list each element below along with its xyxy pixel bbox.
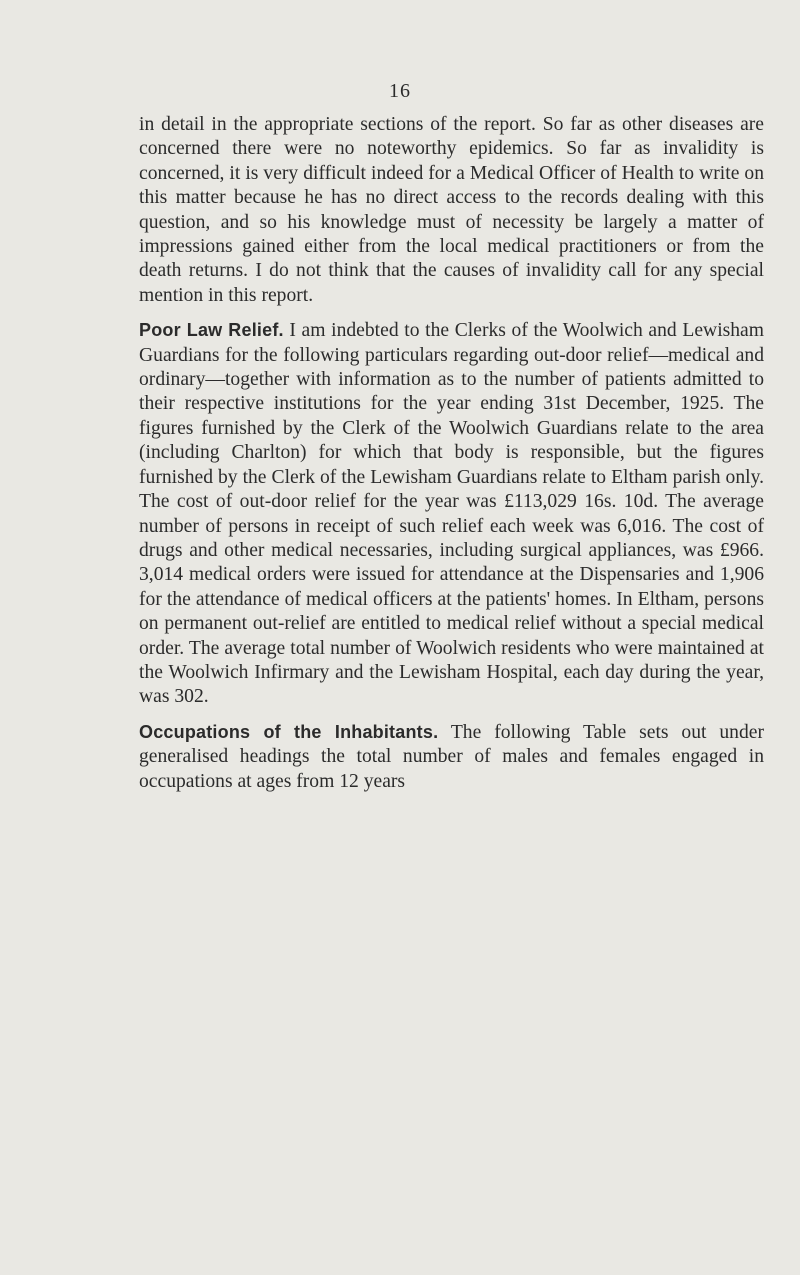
page-number: 16 xyxy=(389,80,411,102)
poor-law-relief-body: I am indebted to the Clerks of the Woolwich and Lewisham Guardians for the following particulars regarding out-door relief—medical and ordinary—together with information as to the number of patients admitted to their respective institutions for the year ending 31st December, 1925. The figures furnished by the Clerk of the Woolwich Guardians relate to the area (including Charlton) for which that body is responsible, but the figures furnished by the Clerk of the Lewisham Guardians relate to Eltham parish only. The cost of out-door relief for the year was £113,029 16s. 10d. The average number of persons in receipt of such relief each week was 6,016. The cost of drugs and other medical necessaries, including surgical appliances, was £966. 3,014 medical orders were issued for attendance at the Dispensaries and 1,906 for the attendance of medical officers at the patients' homes. In Eltham, persons on permanent out-relief are entitled to medical relief without a special medical order. The average total number of Woolwich residents who were maintained at the Woolwich Infirmary and the Lewisham Hospital, each day during the year, was 302. xyxy=(139,320,764,708)
poor-law-relief-heading: Poor Law Relief. xyxy=(139,320,284,341)
occupations-body: The following Table sets out under generalised headings the total number of males and females engaged in occupations at ages from 12 years xyxy=(139,721,764,792)
body-text xyxy=(139,113,764,794)
intro-paragraph: in detail in the appropriate sections of the report. So far as other diseases are concerned there were no noteworthy epidemics. So far as invalidity is concerned, it is very difficult indeed for a Medical Officer of Health to write on this matter because he has no direct access to the records dealing with this question, and so his knowledge must of necessity be largely a matter of impressions gained either from the local medical practitioners or from the death returns. I do not think that the causes of invalidity call for any special mention in this report. xyxy=(139,114,764,306)
poor-law-relief-paragraph xyxy=(139,318,764,710)
occupations-heading: Occupations of the Inhabitants. xyxy=(139,721,439,742)
occupations-paragraph xyxy=(139,720,764,794)
